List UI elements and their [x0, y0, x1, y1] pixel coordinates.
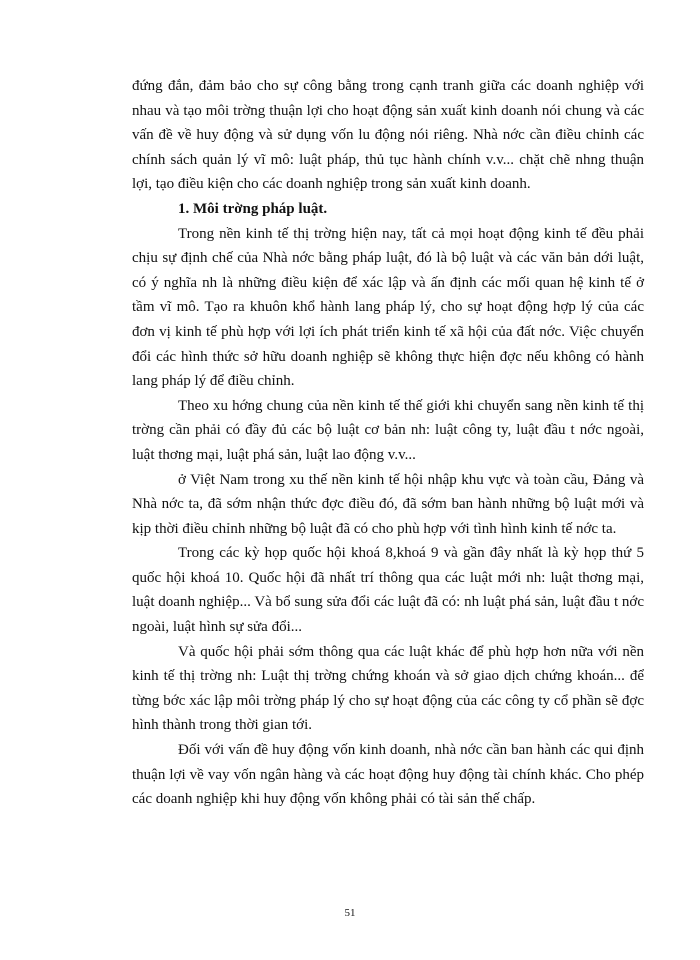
paragraph-continuation: đứng đắn, đảm bảo cho sự công bằng trong cạnh tranh giữa các doanh nghiệp với nhau và tạo môi trờng thuận lợi cho hoạt động sản xuất kinh doanh nói chung và các vấn đề về huy động và sử dụng vốn lu động nói riêng. Nhà nớc cần điều chỉnh các chính sách quản lý vĩ mô: luật pháp, thủ tục hành chính v.v... chặt chẽ nhng thuận lợi, tạo điều kiện cho các doanh nghiệp trong sản xuất kinh doanh. — [132, 78, 644, 193]
paragraph: Trong nền kinh tế thị trờng hiện nay, tất cả mọi hoạt động kinh tế đều phải chịu sự định chế của Nhà nớc bằng pháp luật, đó là bộ luật và các văn bản dới luật, có ý nghĩa nh là những điều kiện để xác lập và ấn định các mối quan hệ kinh tế ở tầm vĩ mô. Tạo ra khuôn khổ hành lang pháp lý, cho sự hoạt động hợp lý của các đơn vị kinh tế phù hợp với lợi ích phát triển kinh tế xã hội của đất nớc. Việc chuyển đổi các hình thức sở hữu doanh nghiệp sẽ không thực hiện đợc nếu không có hành lang pháp lý để điều chỉnh. — [132, 225, 644, 390]
paragraph: ở Việt Nam trong xu thế nền kinh tế hội nhập khu vực và toàn cầu, Đảng và Nhà nớc ta, đã sớm nhận thức đợc điều đó, đã sớm ban hành những bộ luật mới và kịp thời điều chỉnh những bộ luật đã có cho phù hợp với tình hình kinh tế nớc ta. — [132, 471, 644, 537]
paragraph: Và quốc hội phải sớm thông qua các luật khác để phù hợp hơn nữa với nền kinh tế thị trờng nh: Luật thị trờng chứng khoán và sở giao dịch chứng khoán... để từng bớc xác lập môi trờng pháp lý cho sự hoạt động của các công ty cổ phần sẽ đợc hình thành trong thời gian tới. — [132, 643, 644, 734]
paragraph: Trong các kỳ họp quốc hội khoá 8,khoá 9 và gần đây nhất là kỳ họp thứ 5 quốc hội khoá 10. Quốc hội đã nhất trí thông qua các luật mới nh: luật thơng mại, luật doanh nghiệp... Và bổ sung sửa đổi các luật đã có: nh luật phá sản, luật đầu t nớc ngoài, luật hình sự sửa đổi... — [132, 545, 644, 636]
section-heading: 1. Môi trờng pháp luật. — [178, 200, 328, 217]
page-number: 51 — [344, 907, 356, 919]
page-body — [132, 74, 644, 812]
paragraph: Đối với vấn đề huy động vốn kinh doanh, nhà nớc cần ban hành các qui định thuận lợi về vay vốn ngân hàng và các hoạt động huy động tài chính khác. Cho phép các doanh nghiệp khi huy động vốn không phải có tài sản thế chấp. — [132, 742, 644, 808]
paragraph: Theo xu hớng chung của nền kinh tế thế giới khi chuyển sang nền kinh tế thị trờng cần phải có đầy đủ các bộ luật cơ bản nh: luật công ty, luật đầu t nớc ngoài, luật thơng mại, luật phá sản, luật lao động v.v... — [132, 397, 644, 463]
